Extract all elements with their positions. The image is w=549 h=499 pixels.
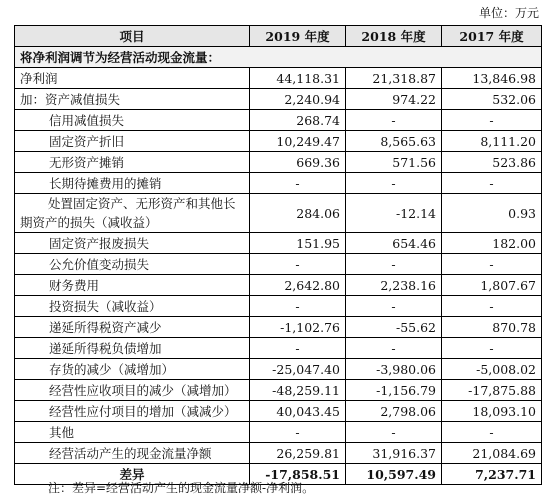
- row-label: 长期待摊费用的摊销: [15, 173, 250, 194]
- cell-2019: -1,102.76: [250, 317, 346, 338]
- cell-2017: 13,846.98: [442, 68, 542, 89]
- footnote: 注：差异=经营活动产生的现金流量净额-净利润。: [48, 481, 315, 495]
- cell-2018: 2,238.16: [346, 275, 442, 296]
- table-row: [15, 338, 542, 359]
- cell-2017: 532.06: [442, 89, 542, 110]
- cell-2019: -25,047.40: [250, 359, 346, 380]
- cell-2018: 10,597.49: [346, 464, 442, 485]
- cell-2019: -: [250, 173, 346, 194]
- cell-2018: 8,565.63: [346, 131, 442, 152]
- row-label-line1: 处置固定资产、无形资产和其他长: [48, 196, 236, 211]
- table-row: [15, 359, 542, 380]
- cell-2017: 18,093.10: [442, 401, 542, 422]
- cell-2017: -: [442, 338, 542, 359]
- row-label: 公允价值变动损失: [15, 254, 250, 275]
- cell-2017: -17,875.88: [442, 380, 542, 401]
- table-row: [15, 275, 542, 296]
- cell-2018: 654.46: [346, 233, 442, 254]
- cell-2018: -12.14: [346, 194, 442, 233]
- row-label: 存货的减少（减增加）: [15, 359, 250, 380]
- row-label: 经营性应付项目的增加（减减少）: [15, 401, 250, 422]
- cell-2017: 870.78: [442, 317, 542, 338]
- table-row: [15, 68, 542, 89]
- table-row: [15, 233, 542, 254]
- cell-2017: -5,008.02: [442, 359, 542, 380]
- cell-2019: -: [250, 422, 346, 443]
- table-row: [15, 380, 542, 401]
- cell-2019: -: [250, 338, 346, 359]
- cell-2017: 1,807.67: [442, 275, 542, 296]
- cell-2018: -1,156.79: [346, 380, 442, 401]
- table-row: [15, 401, 542, 422]
- table-row: [15, 152, 542, 173]
- table-row: [15, 317, 542, 338]
- header-item: 项目: [15, 26, 250, 47]
- header-2018: 2018 年度: [346, 26, 442, 47]
- row-label-line2: 期资产的损失（减收益）: [20, 215, 158, 230]
- row-label: 其他: [15, 422, 250, 443]
- cell-2017: -: [442, 173, 542, 194]
- row-label: 经营活动产生的现金流量净额: [15, 443, 250, 464]
- cell-2017: 523.86: [442, 152, 542, 173]
- cell-2018: 31,916.37: [346, 443, 442, 464]
- section-row: [15, 47, 542, 68]
- cell-2019: -17,858.51: [250, 464, 346, 485]
- row-label: 信用减值损失: [15, 110, 250, 131]
- cell-2018: 571.56: [346, 152, 442, 173]
- cell-2017: 0.93: [442, 194, 542, 233]
- cell-2019: 44,118.31: [250, 68, 346, 89]
- cell-2017: -: [442, 422, 542, 443]
- table-row: [15, 173, 542, 194]
- table-row: [15, 443, 542, 464]
- cell-2018: -: [346, 422, 442, 443]
- cell-2018: -: [346, 173, 442, 194]
- row-label: 递延所得税资产减少: [15, 317, 250, 338]
- header-2019: 2019 年度: [250, 26, 346, 47]
- cell-2017: 21,084.69: [442, 443, 542, 464]
- row-label: 无形资产摊销: [15, 152, 250, 173]
- cell-2018: 974.22: [346, 89, 442, 110]
- row-label: 净利润: [15, 68, 250, 89]
- table-row: [15, 422, 542, 443]
- row-label: 固定资产折旧: [15, 131, 250, 152]
- cash-flow-reconciliation-table: [14, 25, 542, 485]
- cell-2017: 8,111.20: [442, 131, 542, 152]
- row-label: 财务费用: [15, 275, 250, 296]
- cell-2019: 2,642.80: [250, 275, 346, 296]
- section-title: 将净利润调节为经营活动现金流量：: [15, 47, 542, 68]
- cell-2017: -: [442, 296, 542, 317]
- cell-2018: -55.62: [346, 317, 442, 338]
- cell-2019: 40,043.45: [250, 401, 346, 422]
- table-row: [15, 131, 542, 152]
- header-2017: 2017 年度: [442, 26, 542, 47]
- cell-2019: 26,259.81: [250, 443, 346, 464]
- table-row: [15, 89, 542, 110]
- cell-2019: -48,259.11: [250, 380, 346, 401]
- table-header-row: [15, 26, 542, 47]
- cell-2019: -: [250, 254, 346, 275]
- cell-2017: 7,237.71: [442, 464, 542, 485]
- row-label: 经营性应收项目的减少（减增加）: [15, 380, 250, 401]
- row-label: 差异: [15, 464, 250, 485]
- cell-2017: -: [442, 110, 542, 131]
- table-row: [15, 254, 542, 275]
- cell-2018: 21,318.87: [346, 68, 442, 89]
- cell-2018: -: [346, 254, 442, 275]
- cell-2018: -: [346, 338, 442, 359]
- table-row: [15, 194, 542, 233]
- cell-2019: 669.36: [250, 152, 346, 173]
- cell-2017: 182.00: [442, 233, 542, 254]
- cell-2019: 10,249.47: [250, 131, 346, 152]
- cell-2019: -: [250, 296, 346, 317]
- row-label: 固定资产报废损失: [15, 233, 250, 254]
- table-row: [15, 110, 542, 131]
- row-label: 递延所得税负债增加: [15, 338, 250, 359]
- cell-2018: -3,980.06: [346, 359, 442, 380]
- unit-label: 单位：万元: [478, 6, 539, 20]
- cell-2019: 151.95: [250, 233, 346, 254]
- cell-2019: 2,240.94: [250, 89, 346, 110]
- table-row: [15, 296, 542, 317]
- cell-2017: -: [442, 254, 542, 275]
- row-label: 加：资产减值损失: [15, 89, 250, 110]
- cell-2018: -: [346, 110, 442, 131]
- cell-2019: 284.06: [250, 194, 346, 233]
- row-label: 投资损失（减收益）: [15, 296, 250, 317]
- cell-2018: 2,798.06: [346, 401, 442, 422]
- cell-2018: -: [346, 296, 442, 317]
- cell-2019: 268.74: [250, 110, 346, 131]
- row-label: [15, 194, 250, 233]
